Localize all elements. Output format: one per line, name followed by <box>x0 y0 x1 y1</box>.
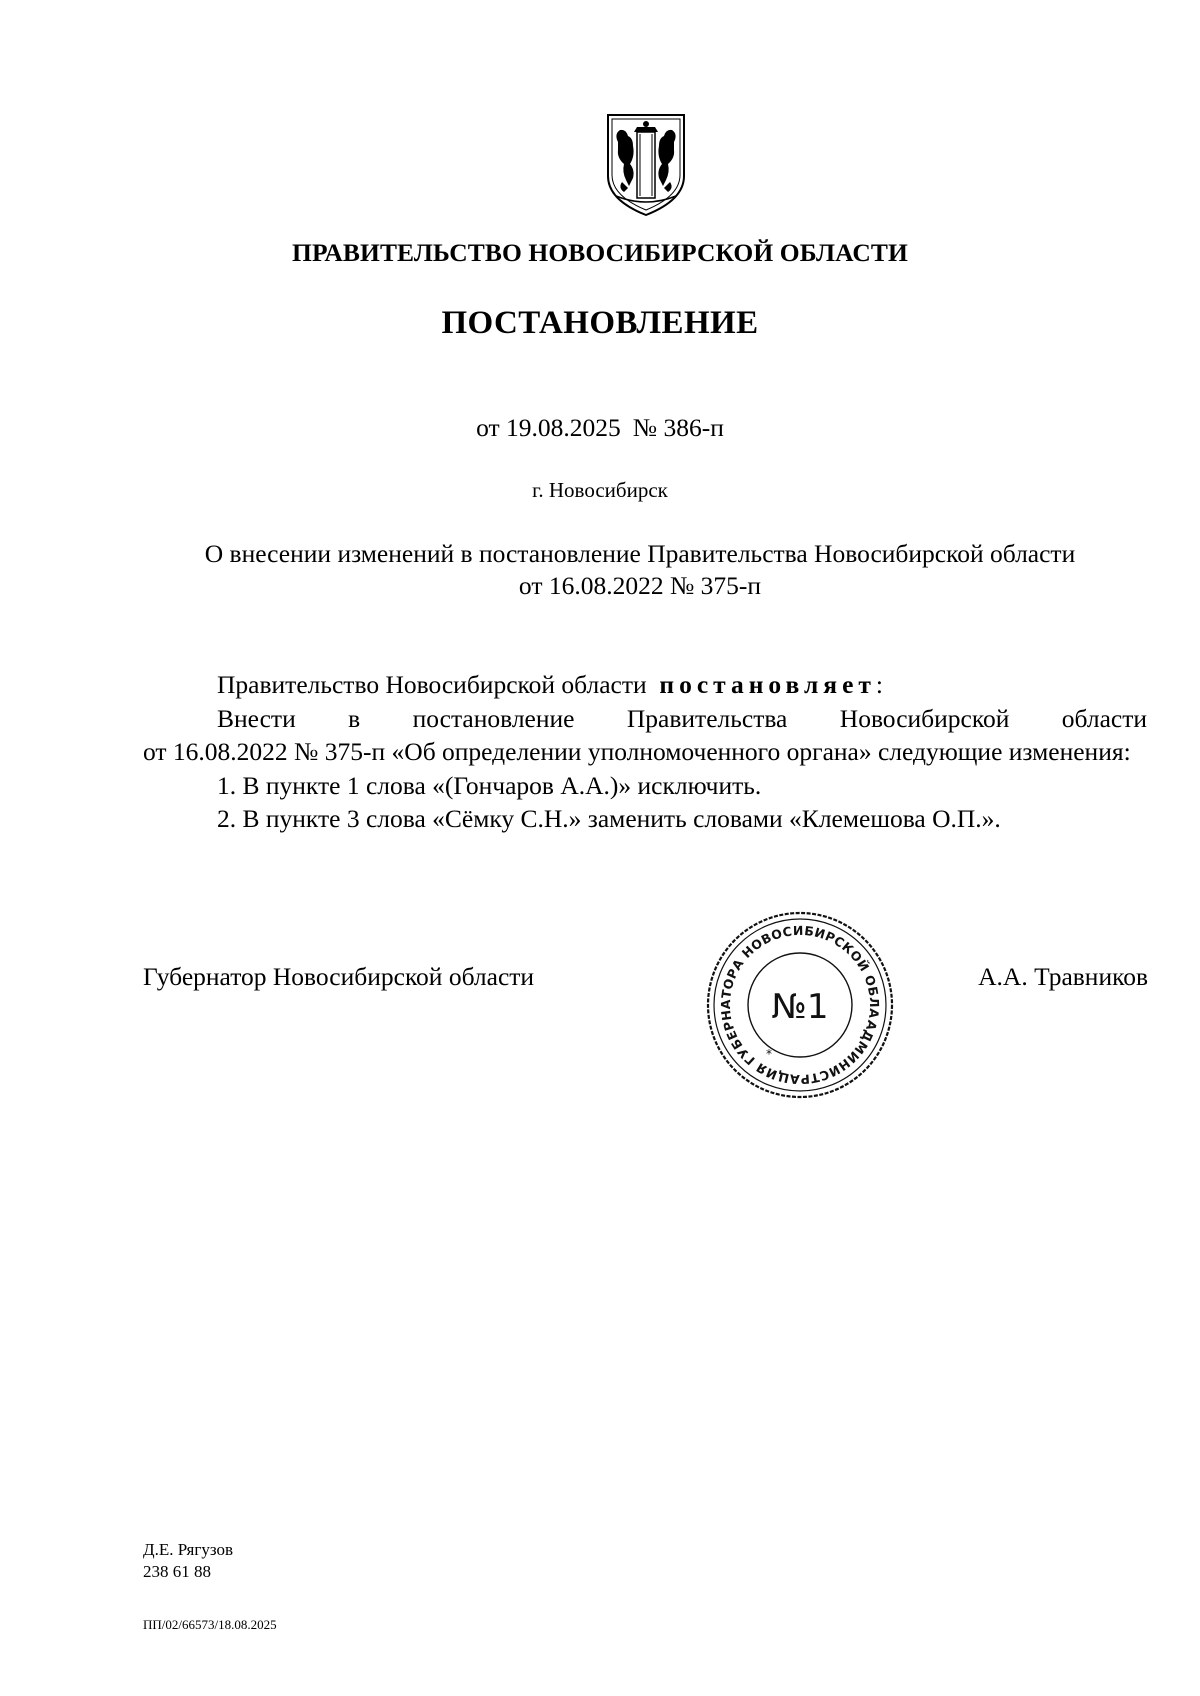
intro-verb: постановляет <box>659 670 876 699</box>
paragraph-1-rest: от 16.08.2022 № 375-п «Об определении уполномоченного органа» следующие изменения: <box>143 737 1131 766</box>
subject-line-2: от 16.08.2022 № 375-п <box>518 571 762 600</box>
amendment-item-1: 1. В пункте 1 слова «(Гончаров А.А.)» исключить. <box>217 770 762 800</box>
document-registration-id: ПП/02/66573/18.08.2025 <box>143 1617 277 1632</box>
executor-name: Д.Е. Рягузов <box>143 1540 233 1559</box>
executor-info <box>143 1539 233 1583</box>
document-type-heading: ПОСТАНОВЛЕНИЕ <box>441 305 759 341</box>
svg-text:*: * <box>766 1047 772 1061</box>
intro-suffix: : <box>875 670 884 699</box>
document-date: от 19.08.2025 <box>476 413 621 442</box>
amendment-item-2: 2. В пункте 3 слова «Сёмку С.Н.» заменить словами «Клемешова О.П.». <box>217 804 1001 833</box>
executor-phone: 238 61 88 <box>143 1562 211 1581</box>
document-city: г. Новосибирск <box>532 478 668 502</box>
coat-of-arms-icon <box>604 112 688 218</box>
seal-ring-text: АДМИНИСТРАЦИЯ ГУБЕРНАТОРА НОВОСИБИРСКОЙ ОБЛАСТИ <box>717 922 883 1088</box>
document-number: № 386-п <box>632 413 724 442</box>
intro-prefix: Правительство Новосибирской области <box>217 670 647 699</box>
signer-name: А.А. Травников <box>978 962 1148 991</box>
issuing-authority: ПРАВИТЕЛЬСТВО НОВОСИБИРСКОЙ ОБЛАСТИ <box>292 238 908 267</box>
subject-line-1: О внесении изменений в постановление Правительства Новосибирской области <box>204 539 1076 568</box>
seal-center-text: №1 <box>771 987 829 1027</box>
resolution-intro <box>143 668 1147 702</box>
official-seal-stamp <box>703 908 897 1102</box>
document-subject <box>130 538 1150 602</box>
paragraph-1-line-1: Внести в постановление Правительства Новосибирской области <box>217 703 1147 733</box>
document-body <box>143 668 1147 836</box>
document-date-number <box>0 413 1200 443</box>
signer-title: Губернатор Новосибирской области <box>143 962 535 991</box>
